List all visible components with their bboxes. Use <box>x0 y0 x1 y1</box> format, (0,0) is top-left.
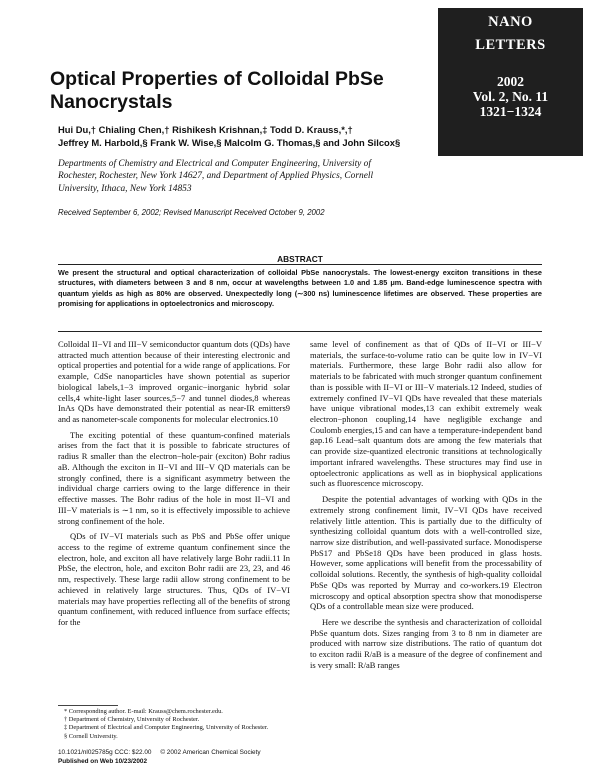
body-paragraph: QDs of IV−VI materials such as PbS and PbSe offer unique access to the regime of extreme quantum confinement since the electron, hole, and exciton all have relatively large Bohr radii.11 In PbSe, the electron, hole, and exciton Bohr radii are 23, 23, and 46 nm, respectively. These large radii allow strong confinement to be achieved in relatively large structures. Thus, QDs of IV−VI materials may have properties reflecting all of the benefits of strong quantum confinement, with reduced influence from surface effects; for the <box>58 531 290 627</box>
published-date: Published on Web 10/23/2002 <box>58 757 148 765</box>
body-column-right <box>310 339 542 771</box>
doi-line: 10.1021/nl025785g CCC: $22.00 © 2002 American Chemical Society <box>58 749 261 756</box>
journal-badge <box>438 8 583 156</box>
body-paragraph: Despite the potential advantages of working with QDs in the extremely strong confinement limit, IV−VI QDs have received relatively little attention. This is partially due to the difficulty of synthesizing colloidal quantum dots with a well-controlled size, narrow size distribution, and well-passivated surface. Monodisperse PbS17 and PbSe18 QDs have been produced in glass hosts. However, some applications will benefit from the processability of colloidal solutions. Recently, the synthesis of high-quality colloidal PbSe QDs was reported by Murray and co-workers.19 Electron microscopy and optical absorption spectra show that monodisperse QDs of a controllable mean size were produced. <box>310 494 542 612</box>
footnote-ece: ‡ Department of Electrical and Computer Engineering, University of Rochester. <box>64 724 269 732</box>
affiliations: Departments of Chemistry and Electrical and Computer Engineering, University of Rochester, Rochester, New York 14627, and Department of Applied Physics, Cornell University, Ithaca, New York 14853 <box>58 159 374 194</box>
abstract-heading: ABSTRACT <box>277 254 323 264</box>
received-dates: Received September 6, 2002; Revised Manuscript Received October 9, 2002 <box>58 208 325 217</box>
authors-line-1: Hui Du,† Chialing Chen,† Rishikesh Krishnan,‡ Todd D. Krauss,*,† <box>58 124 353 135</box>
journal-name-line2: LETTERS <box>475 37 546 53</box>
body-paragraph: Here we describe the synthesis and characterization of colloidal PbSe quantum dots. Sizes ranging from 3 to 8 nm in diameter are produced with narrow size distributions. The ratio of quantum dot to exciton radii R/aB is a measure of the degree of confinement and is very small: R/aB ranges <box>310 616 542 670</box>
publication-info <box>58 749 358 766</box>
abstract-bottom-rule <box>58 331 542 332</box>
abstract-text: We present the structural and optical characterization of colloidal PbSe nanocrystals. The lowest-energy exciton transitions in these structures, with diameters between 3 and 8 nm, occur at wavelengths between 1.0 and 1.85 μm. Band-edge luminescence spectra with quantum yields as high as 80% are observed. Unexpectedly long (∼300 ns) luminescence lifetimes are observed. These properties are promising for applications in optoelectronics and microscopy. <box>58 268 542 308</box>
author-list <box>58 124 438 149</box>
body-paragraph: same level of confinement as that of QDs of II−VI or III−V materials, the surface-to-volume ratio can be quite low in IV−VI materials. Furthermore, these large Bohr radii also allow for materials to be fabricated with much stronger quantum confinement than is possible with II−VI or III−V materials.12 Indeed, studies of extremely confined IV−VI QDs have revealed that these materials have unique vibrational modes,13 can exhibit extremely weak electron−phonon coupling,14 have negligible exchange and Coulomb energies,15 and can have a temperature-independent band gap.16 Lead−salt quantum dots are among the few materials that can provide size-quantized electronic transitions at technologically important infrared wavelengths. These structures may find use in optoelectronic applications as well as in biophysical applications such as fluorescence microscopy. <box>310 339 542 489</box>
footnote-corresponding: * Corresponding author. E-mail: Krauss@chem.rochester.edu. <box>64 708 223 715</box>
journal-pages: 1321−1324 <box>479 104 542 119</box>
abstract-top-rule <box>58 264 542 265</box>
body-column-left <box>58 339 290 704</box>
article-title: Optical Properties of Colloidal PbSe Nanocrystals <box>50 68 384 113</box>
footnote-cornell: § Cornell University. <box>64 732 118 740</box>
footnotes <box>58 708 290 741</box>
footnote-chemistry: † Department of Chemistry, University of Rochester. <box>64 716 200 724</box>
journal-name-line1: NANO <box>488 14 533 30</box>
authors-line-2: Jeffrey M. Harbold,§ Frank W. Wise,§ Malcolm G. Thomas,§ and John Silcox§ <box>58 136 401 148</box>
journal-volume: Vol. 2, No. 11 <box>472 89 549 104</box>
journal-year: 2002 <box>497 74 524 89</box>
body-paragraph: The exciting potential of these quantum-confined materials arises from the fact that it is possible to fabricate structures of radius R smaller than the electron−hole-pair (exciton) Bohr radius aB. Although the exciton in II−VI and III−V QD materials can be strongly confined, there is a significant asymmetry between the individual charge carriers owing to the large difference in their effective masses. The Bohr radius of the hole in most II−VI and III−V materials is ∼1 nm, so it is effectively impossible to achieve strong confinement of the hole. <box>58 429 290 526</box>
footnote-rule <box>58 705 118 706</box>
body-paragraph: Colloidal II−VI and III−V semiconductor quantum dots (QDs) have attracted much attention because of their interesting electronic and optical properties and potential for a wide range of applications. For example, CdSe nanoparticles have shown potential as superior biological labels,1−3 improved organic−inorganic hybrid solar cells,4 white-light laser sources,5−7 and tunnel diodes,8 whereas InAs QDs have demonstrated their potential as near-IR emitters9 and as nanometer-scale components for molecular electronics.10 <box>58 339 290 425</box>
